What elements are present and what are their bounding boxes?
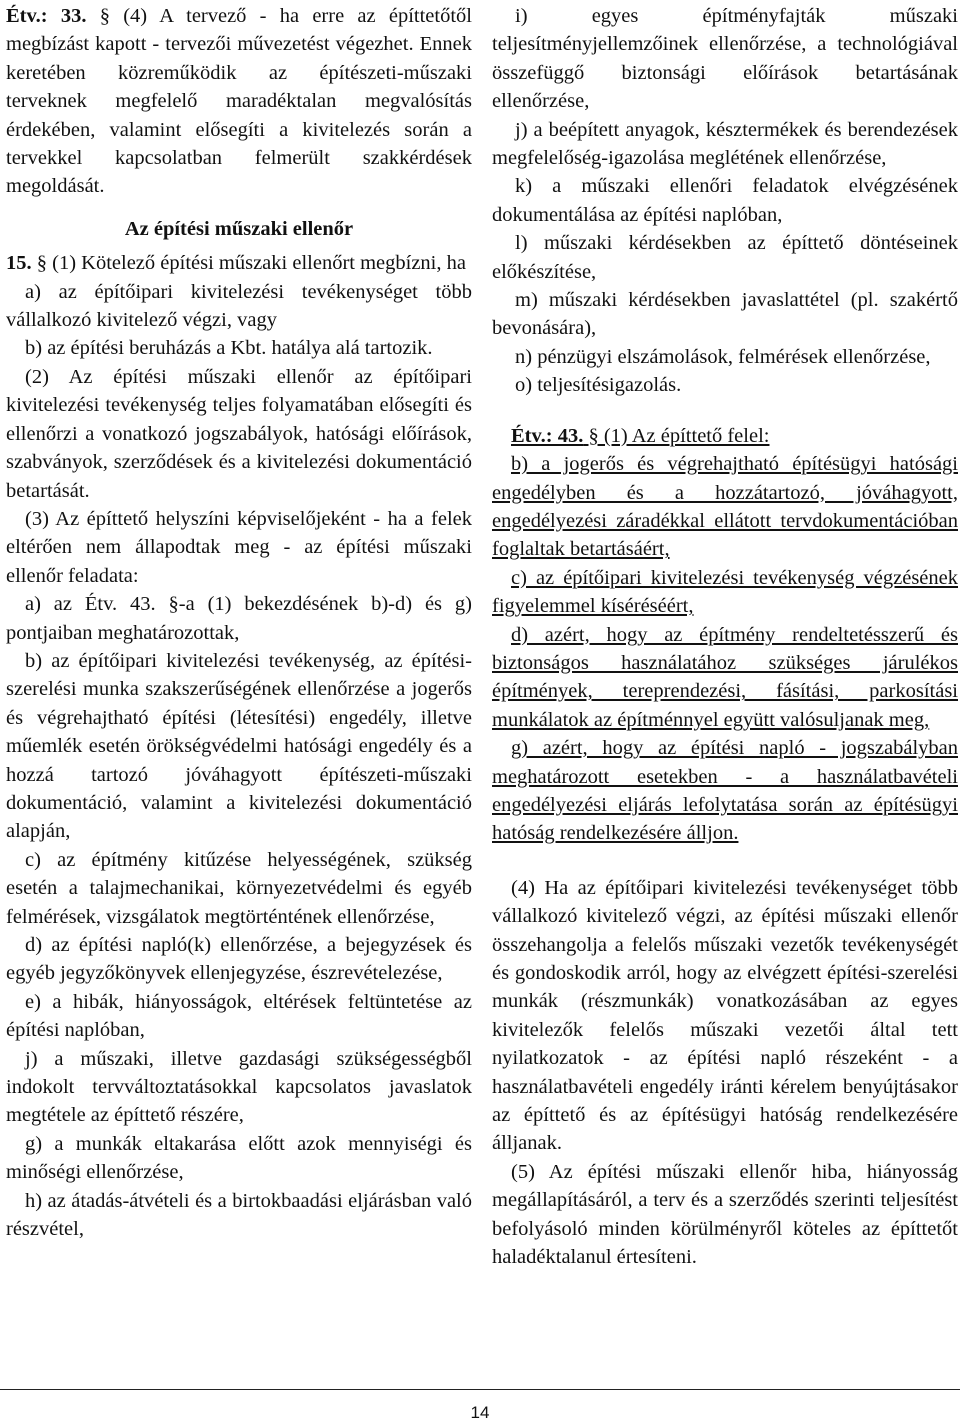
section-heading: Az építési műszaki ellenőr <box>124 217 354 240</box>
list-item: e) a hibák, hiányosságok, eltérések feltüntetése az építési naplóban, <box>6 990 472 1042</box>
list-item: b) az építőipari kivitelezési tevékenység, az építési-szerelési munka szakszerűségének ellenőrzése a jogerős és végrehajtható építési (létesítési) engedély, illetve műemlék esetén örökségvédelmi hatósági engedély és a hozzá tartozó jóváhagyott építészeti-műszaki dokumentáció, valamint a kivitelezési dokumentáció alapján, <box>6 649 472 843</box>
etv-43-item <box>492 450 958 564</box>
spacer <box>492 400 958 422</box>
list-item: g) a munkák eltakarása előtt azok mennyiségi és minőségi ellenőrzése, <box>6 1132 472 1184</box>
list-item: o) teljesítésigazolás. <box>515 374 682 397</box>
etv-43-item-text: b) a jogerős és végrehajtható építésügyi hatósági engedélyben és a hozzátartozó, jóváhagyott, engedélyezési záradékkal ellátott tervdokumentációban foglaltak betartásáért, <box>492 453 958 561</box>
paragraph-4: (4) Ha az építőipari kivitelezési tevékenységet több vállalkozó kivitelező végzi, az építési műszaki ellenőr összehangolja a felelős műszaki vezetők tevékenységét és gondoskodik arról, hogy az elvégzett építési-szerelési munkák (részmunkák) vonatkozásában az egyes kivitelezők felelős műszaki vezetői által tett nyilatkozatok - az építési napló részeként - a használatbavételi engedély iránti kérelem benyújtásakor az építtető és az építésügyi hatóság rendelkezésére álljanak. <box>492 876 958 1155</box>
etv-43-item-text: c) az építőipari kivitelezési tevékenység végzésének figyelemmel kíséréséért, <box>492 566 958 618</box>
spacer <box>492 848 958 874</box>
list-item: k) a műszaki ellenőri feladatok elvégzésének dokumentálása az építési naplóban, <box>492 175 958 226</box>
etv-43-item-text: d) azért, hogy az építmény rendeltetésszerű és biztonságos használatához szükséges járulékos építmények, tereprendezési, fásítási, parkosítási munkálatok az építménnyel együtt valósuljanak meg, <box>492 623 958 731</box>
list-item: c) az építmény kitűzése helyességének, szükség esetén a talajmechanikai, környezetvédelmi és egyéb felmérések, vizsgálatok megtörténtének ellenőrzése, <box>6 848 472 928</box>
etv-43-text: § (1) Az építtető felel: <box>583 424 770 447</box>
section-15-text: § (1) Kötelező építési műszaki ellenőrt megbízni, ha <box>31 252 466 275</box>
list-item: j) a műszaki, illetve gazdasági szükségességből indokolt tervváltoztatásokkal kapcsolatos javaslatok megtétele az építtető részére, <box>6 1047 472 1127</box>
etv-33-paragraph <box>6 2 472 201</box>
section-15-3: (3) Az építtető helyszíni képviselőjeként - ha a felek eltérően nem állapodtak meg - az építési műszaki ellenőr feladata: <box>6 507 472 587</box>
etv-33-text: § (4) A tervező - ha erre az építtetőtől megbízást kapott - tervezői művezetést végezhet. Ennek keretében közreműködik az építészeti-műszaki terveknek megfelelő maradéktalan megvalósítás érdekében, valamint elősegíti a kivitelezés során a tervekkel kapcsolatban felmerült szakkérdések megoldását. <box>6 5 472 198</box>
etv-43-item <box>492 734 958 848</box>
right-column <box>492 2 958 1271</box>
page-number: 14 <box>470 1403 490 1422</box>
section-15-label: 15. <box>6 252 32 275</box>
list-item: m) műszaki kérdésekben javaslattétel (pl. szakértő bevonására), <box>492 289 958 340</box>
list-item: j) a beépített anyagok, késztermékek és berendezések megfelelőség-igazolása meglétének ellenőrzése, <box>492 118 958 170</box>
etv-43-label: Étv.: 43. <box>511 424 584 447</box>
etv-43-intro <box>492 422 958 450</box>
list-item: i) egyes építményfajták műszaki teljesítményjellemzőinek ellenőrzése, a technológiával összefüggő biztonsági előírások betartásának ellenőrzése, <box>492 5 958 113</box>
etv-43-item-text: g) azért, hogy az építési napló - jogszabályban meghatározott esetekben - a használatbavételi engedélyezési eljárás lefolytatása során az építésügyi hatóság rendelkezésére álljon. <box>492 737 958 845</box>
section-15-2: (2) Az építési műszaki ellenőr az építőipari kivitelezési tevékenység teljes folyamatában elősegíti és ellenőrzi a vonatkozó jogszabályok, hatósági előírások, szabványok, szerződések és a kivitelezési dokumentáció betartását. <box>6 365 472 502</box>
left-column <box>6 2 472 1243</box>
section-15-a: a) az építőipari kivitelezési tevékenységet több vállalkozó kivitelező végzi, vagy <box>6 280 472 332</box>
etv-43-item <box>492 621 958 735</box>
list-item: l) műszaki kérdésekben az építtető döntéseinek előkészítése, <box>492 232 958 283</box>
footer-divider <box>0 1389 960 1390</box>
list-item: h) az átadás-átvételi és a birtokbaadási eljárásban való részvétel, <box>6 1189 472 1241</box>
etv-43-item <box>492 564 958 621</box>
list-item: d) az építési napló(k) ellenőrzése, a bejegyzések és egyéb jegyzőkönyvek ellenjegyzése, észrevételezése, <box>6 934 472 985</box>
paragraph-5: (5) Az építési műszaki ellenőr hiba, hiányosság megállapításáról, a terv és a szerződés szerinti teljesítést befolyásoló minden körülményről köteles az építtetőt haladéktalanul értesíteni. <box>492 1160 958 1269</box>
section-15-intro <box>6 249 472 277</box>
section-15-b: b) az építési beruházás a Kbt. hatálya alá tartozik. <box>25 337 433 360</box>
list-item: a) az Étv. 43. §-a (1) bekezdésének b)-d) és g) pontjaiban meghatározottak, <box>6 593 472 644</box>
etv-33-label: Étv.: 33. <box>6 5 87 27</box>
list-item: n) pénzügyi elszámolások, felmérések ellenőrzése, <box>515 345 931 368</box>
